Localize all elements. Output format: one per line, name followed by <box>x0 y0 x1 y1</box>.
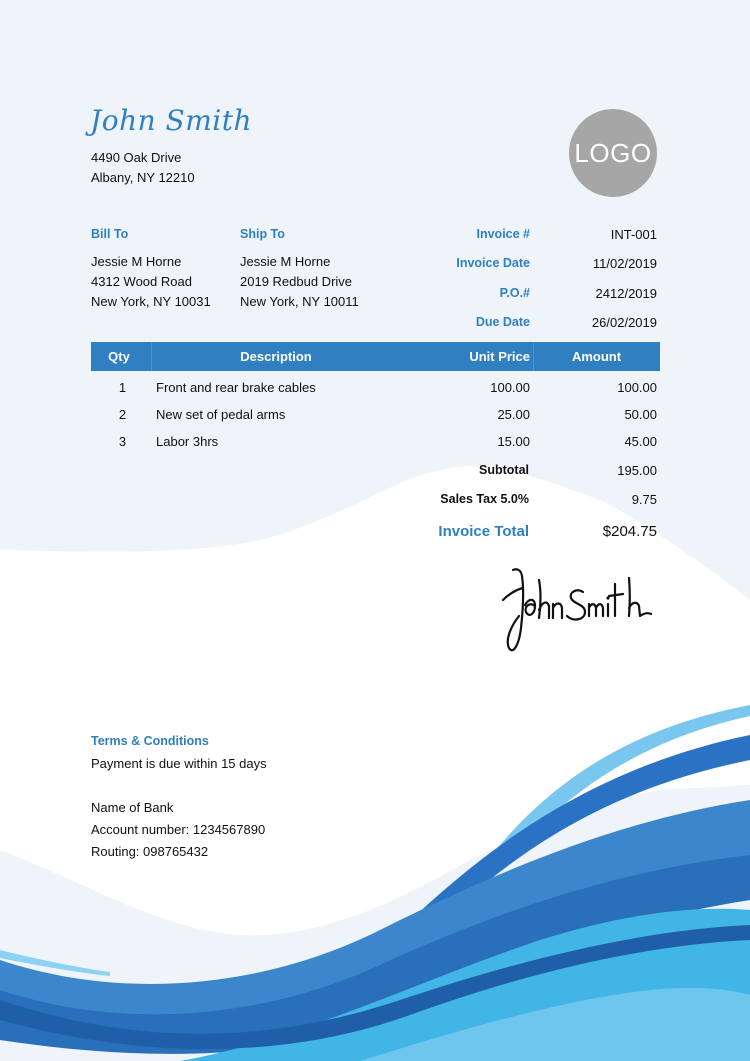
invoice-total-label: Invoice Total <box>438 523 529 540</box>
bank-routing: Routing: 098765432 <box>91 844 209 859</box>
due-date-value: 26/02/2019 <box>591 315 657 330</box>
invoice-number-label: Invoice # <box>476 227 530 241</box>
row-unit-price: 100.00 <box>490 380 530 395</box>
subtotal-value: 195.00 <box>617 463 657 478</box>
table-row <box>91 407 660 429</box>
due-date-label: Due Date <box>475 315 530 329</box>
header-qty: Qty <box>108 349 130 364</box>
row-amount: 45.00 <box>624 434 657 449</box>
row-description: New set of pedal arms <box>156 407 286 422</box>
terms-payment: Payment is due within 15 days <box>91 756 267 771</box>
row-unit-price: 15.00 <box>497 434 530 449</box>
table-row <box>91 380 660 402</box>
row-qty: 3 <box>118 434 127 449</box>
row-qty: 2 <box>118 407 127 422</box>
bank-account: Account number: 1234567890 <box>91 822 266 837</box>
invoice-number-value: INT-001 <box>610 227 657 242</box>
ship-to-label: Ship To <box>240 227 285 241</box>
invoice-total-value: $204.75 <box>602 523 657 540</box>
logo-placeholder: LOGO <box>569 109 657 197</box>
bank-name: Name of Bank <box>91 800 174 815</box>
company-address-line2: Albany, NY 12210 <box>91 170 195 185</box>
ship-to-line1: 2019 Redbud Drive <box>240 274 353 289</box>
sales-tax-label: Sales Tax 5.0% <box>440 492 529 506</box>
invoice-date-value: 11/02/2019 <box>592 256 657 271</box>
company-name: John Smith <box>90 104 253 137</box>
signature-image <box>495 560 665 660</box>
bill-to-label: Bill To <box>91 227 129 241</box>
invoice-date-label: Invoice Date <box>456 256 530 270</box>
row-description: Front and rear brake cables <box>156 380 316 395</box>
row-amount: 50.00 <box>624 407 657 422</box>
ship-to-line2: New York, NY 10011 <box>240 294 359 309</box>
row-unit-price: 25.00 <box>497 407 530 422</box>
bill-to-line2: New York, NY 10031 <box>91 294 211 309</box>
row-amount: 100.00 <box>617 380 657 395</box>
bill-to-line1: 4312 Wood Road <box>91 274 192 289</box>
header-unit-price: Unit Price <box>469 349 530 364</box>
header-description: Description <box>240 349 312 364</box>
row-qty: 1 <box>118 380 127 395</box>
ship-to-name: Jessie M Horne <box>240 254 331 269</box>
row-description: Labor 3hrs <box>156 434 219 449</box>
terms-title: Terms & Conditions <box>91 734 209 748</box>
company-address-line1: 4490 Oak Drive <box>91 150 182 165</box>
po-label: P.O.# <box>499 286 530 300</box>
header-amount: Amount <box>571 349 622 364</box>
sales-tax-value: 9.75 <box>631 492 657 507</box>
bill-to-name: Jessie M Horne <box>91 254 182 269</box>
po-value: 2412/2019 <box>595 286 657 301</box>
table-row <box>91 434 660 456</box>
subtotal-label: Subtotal <box>479 463 529 477</box>
items-table-header <box>91 342 660 371</box>
